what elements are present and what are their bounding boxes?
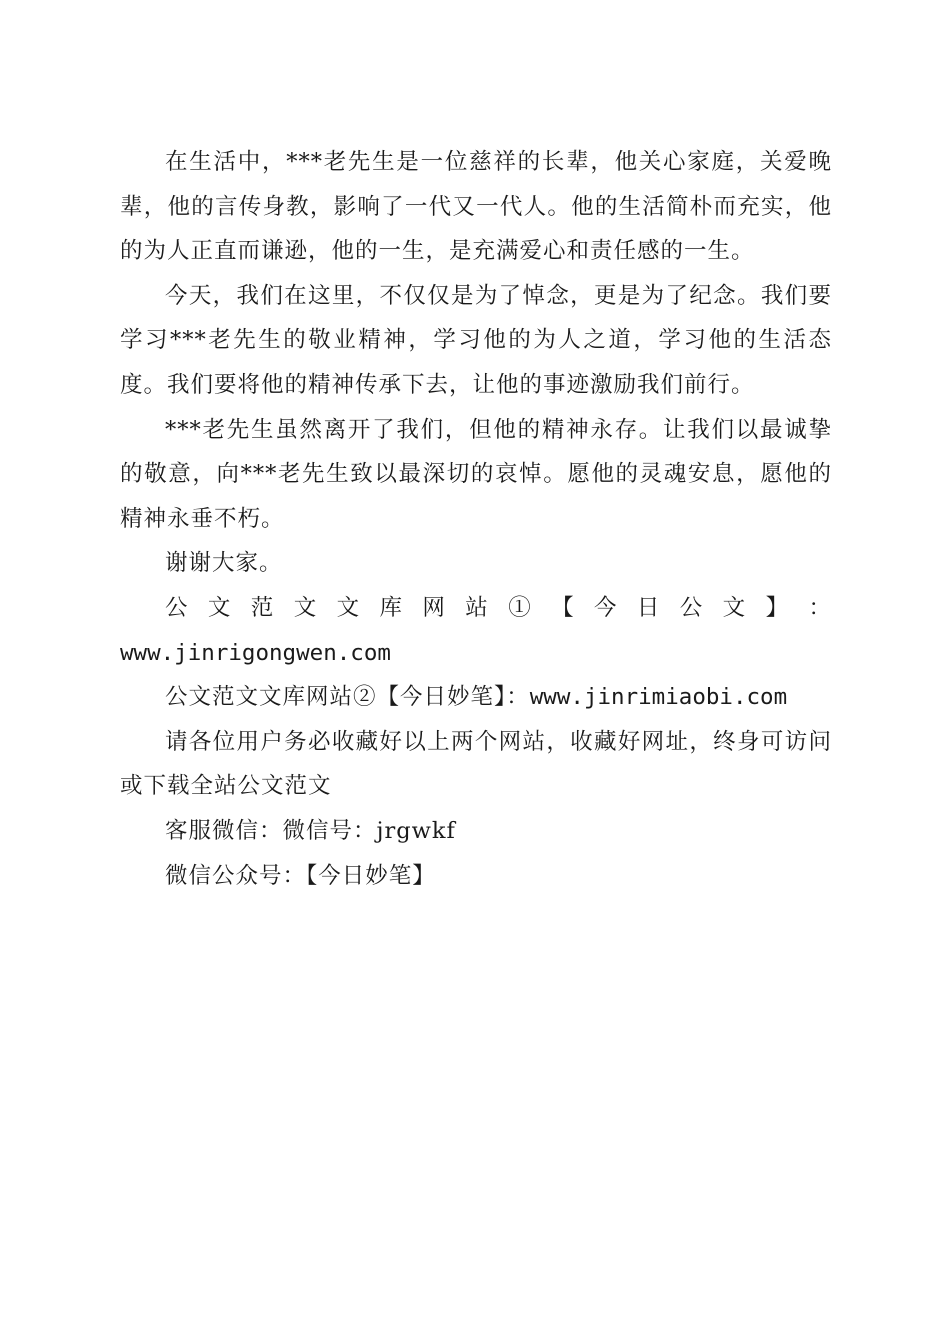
site1-url-text[interactable]: www.jinrigongwen.com (120, 639, 391, 666)
site1-label: 公 文 范 文 文 库 网 站 ① 【 今 日 公 文 】 ： (165, 594, 832, 621)
official-account: 微信公众号：【今日妙笔】 (165, 862, 436, 889)
site2-url[interactable]: www.jinrimiaobi.com (529, 684, 788, 711)
paragraph-thanks: 谢谢大家。 (165, 550, 283, 577)
site1-url[interactable] (120, 631, 832, 676)
customer-service-wechat: 客服微信：微信号：jrgwkf (165, 817, 456, 844)
paragraph-life: 在生活中，***老先生是一位慈祥的长辈，他关心家庭，关爱晚辈，他的言传身教，影响了一代又一代人。他的生活简朴而充实，他的为人正直而谦逊，他的一生，是充满爱心和责任感的一生。 (120, 149, 832, 265)
paragraph-farewell: ***老先生虽然离开了我们，但他的精神永存。让我们以最诚挚的敬意，向***老先生致以最深切的哀悼。愿他的灵魂安息，愿他的精神永垂不朽。 (120, 416, 832, 532)
site2-line (120, 675, 832, 720)
paragraph-today: 今天，我们在这里，不仅仅是为了悼念，更是为了纪念。我们要学习***老先生的敬业精神，学习他的为人之道，学习他的生活态度。我们要将他的精神传承下去，让他的事迹激励我们前行。 (120, 282, 832, 398)
document-page (120, 140, 832, 898)
bookmark-notice: 请各位用户务必收藏好以上两个网站，收藏好网址，终身可访问或下载全站公文范文 (120, 728, 832, 800)
site2-label: 公文范文文库网站②【今日妙笔】： (165, 684, 530, 711)
